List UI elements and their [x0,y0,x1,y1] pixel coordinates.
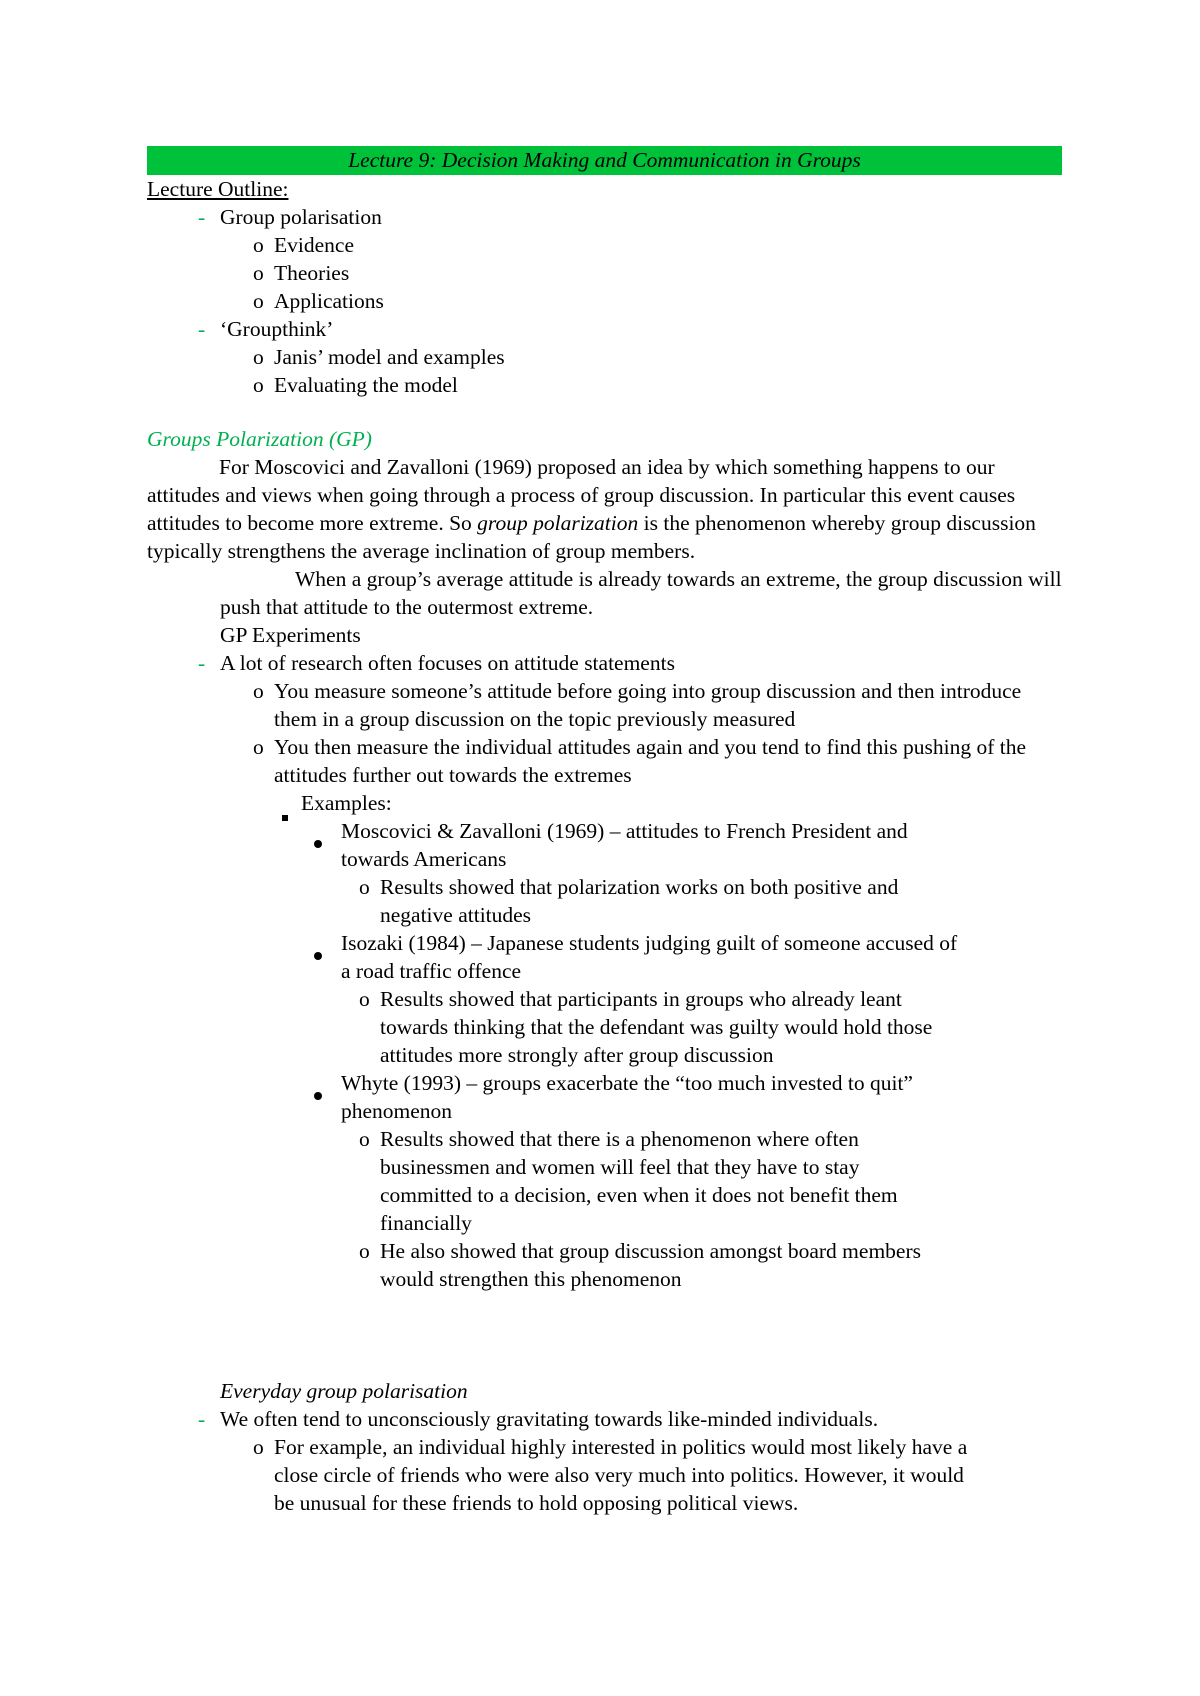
example-item [147,817,961,873]
dash-marker: - [198,205,206,229]
bullet-icon [314,827,322,855]
section-heading-gp: Groups Polarization (GP) [147,427,372,451]
examples-item [147,789,1062,817]
gp-paragraph-text: is the phenomenon whereby group discussion typically strengthens the average inclination of group members. [147,511,1036,563]
gp-paragraph-text: For Moscovici and Zavalloni (1969) proposed an idea by which something happens to our attitudes and views when going through a process of group discussion. In particular this event causes attitudes to become more extreme. So [147,455,1016,535]
example-text: Isozaki (1984) – Japanese students judging guilt of someone accused of a road traffic offence [341,931,958,983]
example-result-text: Results showed that participants in groups who already leant towards thinking that the defendant was guilty would hold those attitudes more strongly after group discussion [380,987,933,1067]
example-text: Moscovici & Zavalloni (1969) – attitudes to French President and towards Americans [341,819,908,871]
example-result-text: He also showed that group discussion amongst board members would strengthen this phenomenon [380,1239,921,1291]
circle-marker: o [253,233,264,257]
outline-subitem [147,287,1062,315]
outline-subitem [147,371,1062,399]
bullet-icon [314,1079,322,1107]
example-item [147,929,961,985]
list-subitem-text: You then measure the individual attitudes again and you tend to find this pushing of the attitudes further out towards the extremes [274,735,1026,787]
document-page [147,146,1062,1517]
outline-subitem-text: Applications [274,289,384,313]
list-subitem-text: You measure someone’s attitude before going into group discussion and then introduce them in a group discussion on the topic previously measured [274,679,1022,731]
list-item [147,1405,1062,1433]
outline-subitem [147,231,1062,259]
gp-experiments-label: GP Experiments [220,623,361,647]
example-result [147,1237,965,1293]
example-text: Whyte (1993) – groups exacerbate the “too much invested to quit” phenomenon [341,1071,913,1123]
circle-marker: o [253,289,264,313]
dash-marker: - [198,1407,206,1431]
circle-marker: o [253,373,264,397]
dash-marker: - [198,651,206,675]
circle-marker: o [253,261,264,285]
gp-paragraph-1 [147,453,1062,565]
outline-item-text: ‘Groupthink’ [220,317,334,341]
examples-label: Examples: [301,791,392,815]
example-result [147,985,965,1069]
list-item [147,649,1062,677]
outline-item [147,315,1062,343]
list-subitem [147,733,1062,789]
spacer [147,1293,1062,1377]
list-subitem [147,677,1062,733]
outline-item [147,203,1062,231]
circle-marker: o [359,1127,370,1151]
dash-marker: - [198,317,206,341]
outline-label: Lecture Outline: [147,177,289,201]
list-subitem-text: For example, an individual highly interested in politics would most likely have a close circle of friends who were also very much into politics. However, it would be unusual for these friends to hold opposing political views. [274,1435,968,1515]
circle-marker: o [359,875,370,899]
circle-marker: o [253,679,264,703]
section-heading-everyday: Everyday group polarisation [220,1379,468,1403]
outline-subitem-text: Theories [274,261,350,285]
circle-marker: o [359,987,370,1011]
example-result [147,873,935,929]
example-result [147,1125,940,1237]
circle-marker: o [253,1435,264,1459]
outline-subitem-text: Evidence [274,233,354,257]
list-item-text: A lot of research often focuses on attitude statements [220,651,675,675]
gp-paragraph-2-text: When a group’s average attitude is already towards an extreme, the group discussion will push that attitude to the outermost extreme. [220,567,1062,619]
outline-subitem-text: Evaluating the model [274,373,458,397]
page-title: Lecture 9: Decision Making and Communication in Groups [147,146,1062,175]
example-result-text: Results showed that there is a phenomenon where often businessmen and women will feel that they have to stay committed to a decision, even when it does not benefit them financially [380,1127,898,1235]
gp-paragraph-2 [147,565,1062,621]
outline-subitem [147,259,1062,287]
bullet-icon [314,939,322,967]
circle-marker: o [359,1239,370,1263]
outline-subitem-text: Janis’ model and examples [274,345,505,369]
example-result-text: Results showed that polarization works on both positive and negative attitudes [380,875,899,927]
list-subitem [147,1433,974,1517]
outline-subitem [147,343,1062,371]
gp-term-emphasis: group polarization [477,511,639,535]
list-item-text: We often tend to unconsciously gravitating towards like-minded individuals. [220,1407,879,1431]
circle-marker: o [253,735,264,759]
circle-marker: o [253,345,264,369]
example-item [147,1069,961,1125]
outline-item-text: Group polarisation [220,205,382,229]
